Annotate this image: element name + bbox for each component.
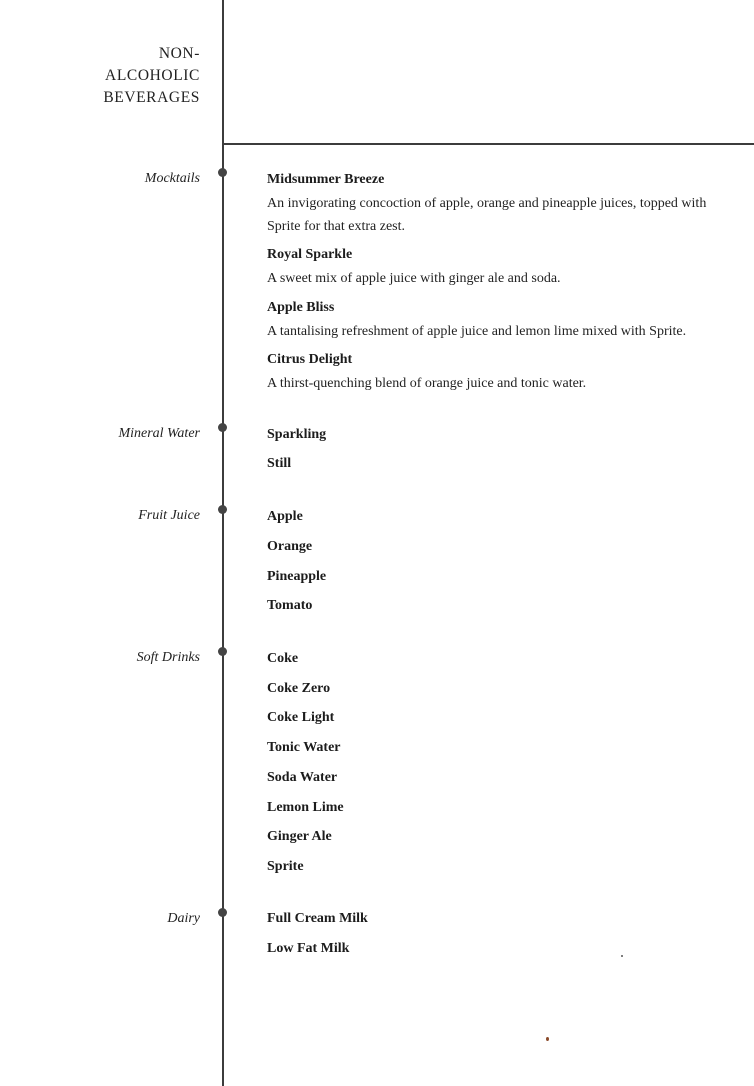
mocktail-name: Royal Sparkle bbox=[267, 247, 353, 262]
soft-drink-item: Sprite bbox=[267, 859, 304, 874]
dairy-item: Full Cream Milk bbox=[267, 911, 368, 926]
timeline-vertical-rule bbox=[222, 0, 224, 1086]
mocktail-name: Apple Bliss bbox=[267, 300, 335, 315]
soft-drink-item: Tonic Water bbox=[267, 740, 341, 755]
timeline-dot-soft-drinks bbox=[218, 647, 227, 656]
category-label-soft-drinks: Soft Drinks bbox=[136, 650, 200, 665]
page-title-line-3: BEVERAGES bbox=[103, 89, 200, 106]
mocktail-name: Citrus Delight bbox=[267, 352, 353, 367]
mocktail-name: Midsummer Breeze bbox=[267, 172, 385, 187]
scan-speck bbox=[621, 955, 623, 957]
dairy-item: Low Fat Milk bbox=[267, 941, 350, 956]
soft-drink-item: Coke Zero bbox=[267, 681, 331, 696]
fruit-juice-item: Apple bbox=[267, 509, 303, 524]
category-label-mocktails: Mocktails bbox=[144, 171, 200, 186]
category-label-mineral-water: Mineral Water bbox=[118, 426, 200, 441]
scan-speck bbox=[546, 1037, 549, 1041]
soft-drink-item: Ginger Ale bbox=[267, 829, 332, 844]
mocktail-description: A tantalising refreshment of apple juice and lemon lime mixed with Sprite. bbox=[267, 324, 687, 339]
timeline-dot-mocktails bbox=[218, 168, 227, 177]
header-horizontal-rule bbox=[222, 143, 754, 145]
timeline-dot-mineral-water bbox=[218, 423, 227, 432]
soft-drink-item: Lemon Lime bbox=[267, 800, 344, 815]
page-title-line-2: ALCOHOLIC bbox=[105, 67, 200, 84]
mocktail-description: A thirst-quenching blend of orange juice and tonic water. bbox=[267, 376, 587, 391]
category-label-fruit-juice: Fruit Juice bbox=[138, 508, 200, 523]
soft-drink-item: Coke Light bbox=[267, 710, 335, 725]
mocktail-description: A sweet mix of apple juice with ginger ale and soda. bbox=[267, 271, 561, 286]
fruit-juice-item: Tomato bbox=[267, 598, 313, 613]
soft-drink-item: Soda Water bbox=[267, 770, 338, 785]
timeline-dot-fruit-juice bbox=[218, 505, 227, 514]
fruit-juice-item: Pineapple bbox=[267, 569, 327, 584]
page-title-line-1: NON- bbox=[158, 45, 200, 62]
category-label-dairy: Dairy bbox=[167, 911, 200, 926]
page-title bbox=[10, 43, 200, 109]
mocktail-description: An invigorating concoction of apple, orange and pineapple juices, topped with Sprite for that extra zest. bbox=[267, 196, 707, 234]
soft-drink-item: Coke bbox=[267, 651, 299, 666]
timeline-dot-dairy bbox=[218, 908, 227, 917]
mineral-water-item: Still bbox=[267, 456, 292, 471]
mineral-water-item: Sparkling bbox=[267, 427, 327, 442]
fruit-juice-item: Orange bbox=[267, 539, 313, 554]
